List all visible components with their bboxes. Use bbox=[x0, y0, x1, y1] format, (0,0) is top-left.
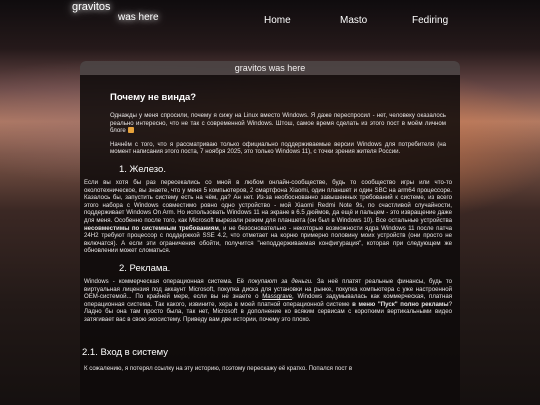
top-bar bbox=[0, 0, 540, 40]
s2-text-b: За неё платят реальные финансы, будь то виртуальная лицензия под аккаунт Microsoft, покупка диска для установки на рынке, покупка компьютера с уже настроенной OEM-системой... По крайней мере, если вы не знаете о bbox=[84, 277, 452, 301]
s1-text-a: Если вы хотя бы раз пересекались со мной в любом онлайн-сообществе, будь то сообщество игры или что-то околотехническое, вы знаете, что у меня 5 компьютеров, 2 смартфона Xiaomi, один планшет и один SBC на arm64 процессоре. Казалось бы, запустить систему есть на чём, да? Ан нет. Из-за необоснованно завышенных требований к системе, из всего этого набора с Windows совместимо ровно одно устройство - мой Xiaomi Redmi Note 9s, по счастливой случайности, поддерживает Windows On Arm. Но использовать Windows 11 на экране в 6.5 дюймов, да ещё и пальцем - это извращение даже для меня. Особенно после того, как Microsoft вырезали режим для планшета (он был в Windows 10). Все остальные устройства bbox=[84, 178, 452, 224]
article-content bbox=[80, 75, 460, 373]
s2-text-d: ? Ладно бы она там просто была, так нет, Microsoft в дополнение ко всяким сервисам с короткими вертикальными видео затягивает вас в свою экосистему. Приведу вам две истории, почему это плохо. bbox=[84, 300, 452, 323]
nav-link-masto[interactable]: Masto bbox=[340, 15, 368, 26]
section-2-title: 2. Реклама. bbox=[119, 262, 171, 274]
site-brand-subtitle: was here bbox=[118, 12, 159, 23]
section-2-1-title: 2.1. Вход в систему bbox=[82, 347, 169, 359]
s2-text-a: Windows - коммерческая операционная система. Её bbox=[84, 277, 245, 285]
nav-link-fediring[interactable]: Fediring bbox=[412, 15, 449, 26]
article-intro-2: Начнём с того, что я рассматриваю только официально поддерживаемые версии Windows для потребителя (на момент написания этого поста, 7 ноября 2025, это только Windows 11), с точки зрения жителя России. bbox=[110, 140, 446, 156]
article-intro-1 bbox=[110, 112, 446, 135]
s2-text-c: , Windows задумывалась как коммерческая, платная операционная система. Так какого, извините, хера в моей платной операционной системе bbox=[84, 293, 453, 308]
s2-strong: в меню "Пуск" полно рекламы bbox=[352, 300, 449, 308]
section-2-body bbox=[82, 278, 454, 324]
blog-post-panel bbox=[80, 61, 460, 405]
site-brand[interactable]: gravitos bbox=[72, 1, 111, 13]
intro-1-text: Однажды у меня спросили, почему я сижу на Linux вместо Windows. Я даже переспросил - нет, человеку оказалось реально интересно, что не так с современной Windows. Штош, самое время сделать из этого пост в моём личном блоге bbox=[110, 112, 446, 135]
massgrave-link[interactable]: Massgrave bbox=[262, 293, 293, 301]
s21-text: К сожалению, я потерял ссылку на эту историю, поэтому перескажу её кратко. Попался пост в bbox=[84, 365, 353, 373]
s1-text-b: , и не безосновательно - некоторые возможности ядра Windows 11 после патча 24H2 требуют процессор с поддержкой SSE 4.2, что отметает на корню примерно половину моих устройств (они просто не включатся). А если эти ограничения обойти, получится "неподдерживаемая конфигурация", которая при следующем же обновлении может сломаться. bbox=[84, 224, 453, 255]
panel-title: gravitos was here bbox=[80, 61, 460, 75]
section-1-title: 1. Железо. bbox=[119, 163, 166, 175]
section-2-1-body bbox=[82, 365, 454, 373]
section-1-body bbox=[82, 179, 454, 255]
nav-link-home[interactable]: Home bbox=[264, 15, 291, 26]
s2-em: покупают за деньги. bbox=[248, 277, 313, 285]
s1-strong: несовместимы по системным требованиям bbox=[84, 224, 219, 232]
article-heading: Почему не винда? bbox=[110, 92, 197, 103]
smile-emoji-icon bbox=[128, 127, 134, 133]
